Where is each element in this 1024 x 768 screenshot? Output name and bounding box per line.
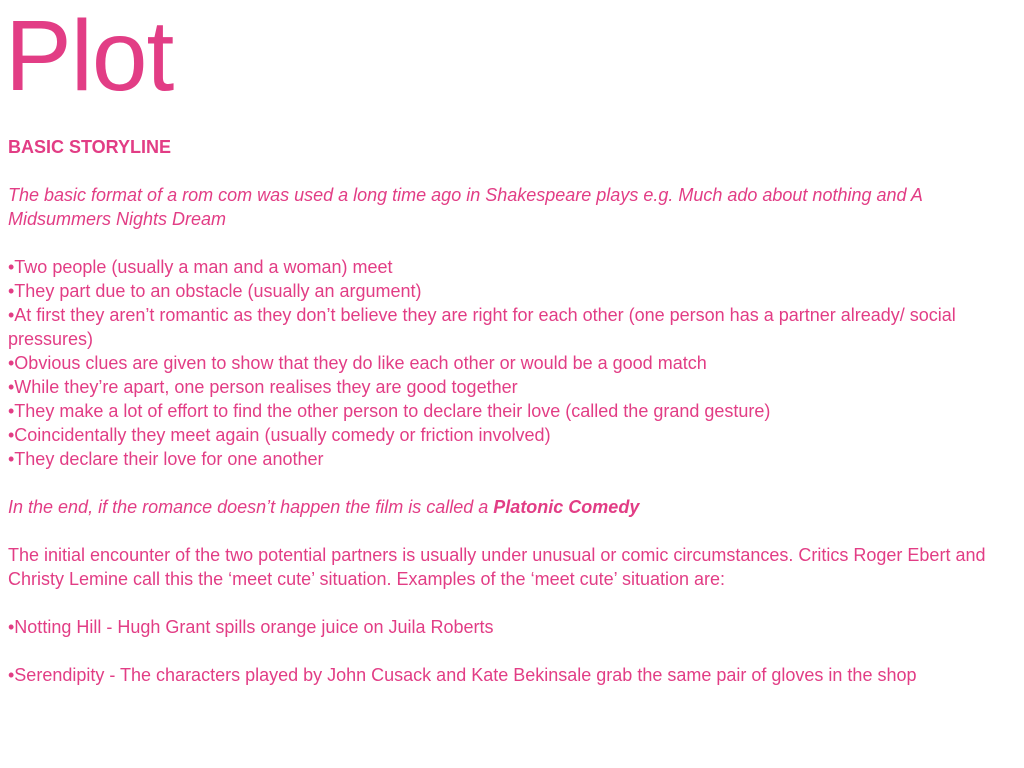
storyline-step: •They part due to an obstacle (usually an argument) (8, 281, 422, 301)
spacer (8, 231, 1018, 255)
storyline-step: •Coincidentally they meet again (usually comedy or friction involved) (8, 425, 551, 445)
example-notting-hill: •Notting Hill - Hugh Grant spills orange juice on Juila Roberts (8, 617, 494, 637)
storyline-step: •Obvious clues are given to show that they do like each other or would be a good match (8, 353, 707, 373)
spacer (8, 519, 1018, 543)
storyline-step: •While they’re apart, one person realises they are good together (8, 377, 518, 397)
storyline-step: •Two people (usually a man and a woman) meet (8, 257, 393, 277)
spacer (8, 639, 1018, 663)
storyline-step: •They declare their love for one another (8, 449, 324, 469)
ending-text: In the end, if the romance doesn’t happen the film is called a (8, 497, 494, 517)
spacer (8, 159, 1018, 183)
example-serendipity: •Serendipity - The characters played by John Cusack and Kate Bekinsale grab the same pair of gloves in the shop (8, 665, 917, 685)
intro-paragraph: The basic format of a rom com was used a long time ago in Shakespeare plays e.g. Much ado about nothing and A Midsummers Nights Dream (8, 185, 923, 229)
spacer (8, 591, 1018, 615)
spacer (8, 471, 1018, 495)
storyline-step: •At first they aren’t romantic as they don’t believe they are right for each other (one person has a partner already/ social pressures) (8, 305, 956, 349)
platonic-comedy-term: Platonic Comedy (493, 497, 640, 517)
slide-title: Plot (5, 0, 174, 112)
storyline-steps (8, 255, 1018, 471)
meet-cute-paragraph: The initial encounter of the two potential partners is usually under unusual or comic circumstances. Critics Roger Ebert and Christy Lemine call this the ‘meet cute’ situation. Examples of the ‘meet cute’ situation are: (8, 545, 986, 589)
storyline-step: •They make a lot of effort to find the other person to declare their love (called the grand gesture) (8, 401, 771, 421)
ending-paragraph (8, 495, 1018, 519)
section-heading: BASIC STORYLINE (8, 137, 172, 157)
slide-content (8, 135, 1018, 687)
